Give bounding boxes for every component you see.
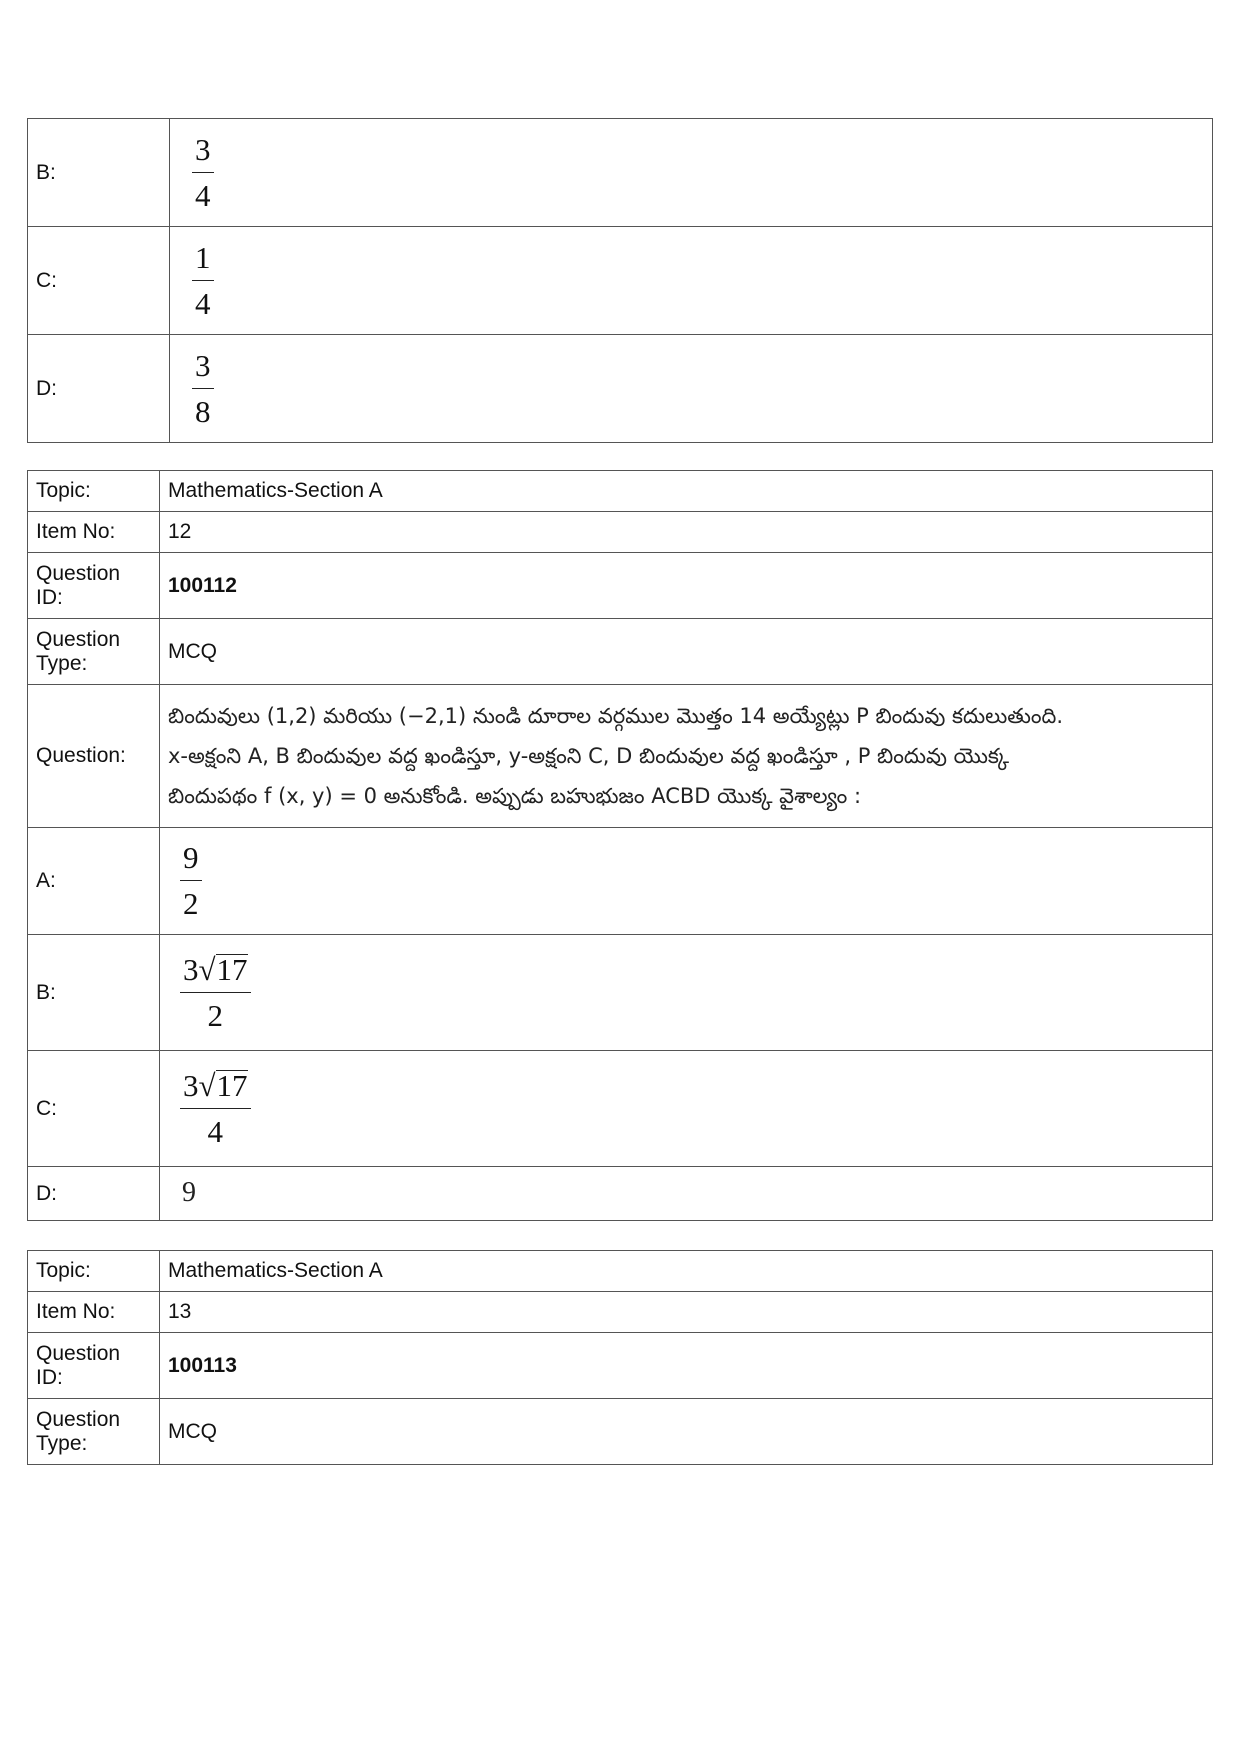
option-row-b [28,119,1213,227]
radicand: 17 [216,1067,248,1103]
question-id-label: Question ID: [28,553,160,619]
question-type-row [28,619,1213,685]
fraction-bar [192,388,214,389]
item-13-table [27,1250,1213,1465]
numerator: 3√17 [183,951,248,987]
topic-label: Topic: [28,471,160,512]
item-no-label: Item No: [28,1292,160,1333]
question-type-value: MCQ [160,619,1213,685]
option-row-d [28,335,1213,443]
item-no-value: 12 [160,512,1213,553]
option-row-c [28,1051,1213,1167]
question-row [28,685,1213,828]
option-row-d [28,1167,1213,1221]
coefficient: 3 [183,1067,199,1103]
option-value [160,1167,1213,1221]
option-label: C: [28,1051,160,1167]
question-id-row [28,1333,1213,1399]
option-value [170,119,1213,227]
option-d-value: 9 [182,1176,196,1208]
numerator: 9 [183,840,199,875]
topic-value: Mathematics-Section A [160,471,1213,512]
option-value [160,828,1213,935]
denominator: 4 [195,177,211,213]
question-type-row [28,1399,1213,1465]
question-text [160,685,1213,828]
topic-row [28,471,1213,512]
option-label: D: [28,1167,160,1221]
question-label: Question: [28,685,160,828]
fraction-bar [192,172,214,173]
option-label: C: [28,227,170,335]
radicand: 17 [216,951,248,987]
item-12-table [27,470,1213,1221]
item-no-row [28,1292,1213,1333]
option-row-b [28,935,1213,1051]
option-label: A: [28,828,160,935]
option-label: D: [28,335,170,443]
fraction [180,1067,251,1151]
numerator: 3 [195,131,211,167]
option-label: B: [28,935,160,1051]
question-id-row [28,553,1213,619]
fraction-bar [180,992,251,993]
question-type-value: MCQ [160,1399,1213,1465]
option-value [170,227,1213,335]
denominator: 2 [207,997,223,1033]
question-type-label: Question Type: [28,619,160,685]
denominator: 2 [183,886,199,921]
fraction-bar [180,880,202,881]
question-line-1: బిందువులు (1,2) మరియు (−2,1) నుండి దూరాల వర్గముల మొత్తం 14 అయ్యేట్లు P బిందువు కదులుతుంది. [168,704,1063,728]
option-value [170,335,1213,443]
option-row-c [28,227,1213,335]
coefficient: 3 [183,951,199,987]
previous-question-options-table [27,118,1213,443]
denominator: 4 [195,285,211,321]
topic-row [28,1251,1213,1292]
fraction [180,839,202,923]
question-type-label: Question Type: [28,1399,160,1465]
denominator: 8 [195,393,211,429]
fraction-bar [180,1108,251,1109]
numerator: 1 [195,239,211,275]
topic-value: Mathematics-Section A [160,1251,1213,1292]
option-label: B: [28,119,170,227]
item-no-value: 13 [160,1292,1213,1333]
fraction [180,951,251,1035]
fraction [192,239,214,323]
option-row-a [28,828,1213,935]
option-value [160,1051,1213,1167]
numerator: 3√17 [183,1067,248,1103]
fraction [192,131,214,215]
item-no-label: Item No: [28,512,160,553]
numerator: 3 [195,347,211,383]
fraction-bar [192,280,214,281]
question-id-value: 100113 [160,1333,1213,1399]
fraction [192,347,214,431]
option-value [160,935,1213,1051]
question-line-2: x-అక్షంని A, B బిందువుల వద్ద ఖండిస్తూ, y-అక్షంని C, D బిందువుల వద్ద ఖండిస్తూ , P బిందువు యొక్క [168,744,1009,768]
question-line-3: బిందుపథం f (x, y) = 0 అనుకోండి. అప్పుడు బహుభుజం ACBD యొక్క వైశాల్యం : [168,784,862,808]
topic-label: Topic: [28,1251,160,1292]
question-id-value: 100112 [160,553,1213,619]
item-no-row [28,512,1213,553]
denominator: 4 [207,1113,223,1149]
question-id-label: Question ID: [28,1333,160,1399]
